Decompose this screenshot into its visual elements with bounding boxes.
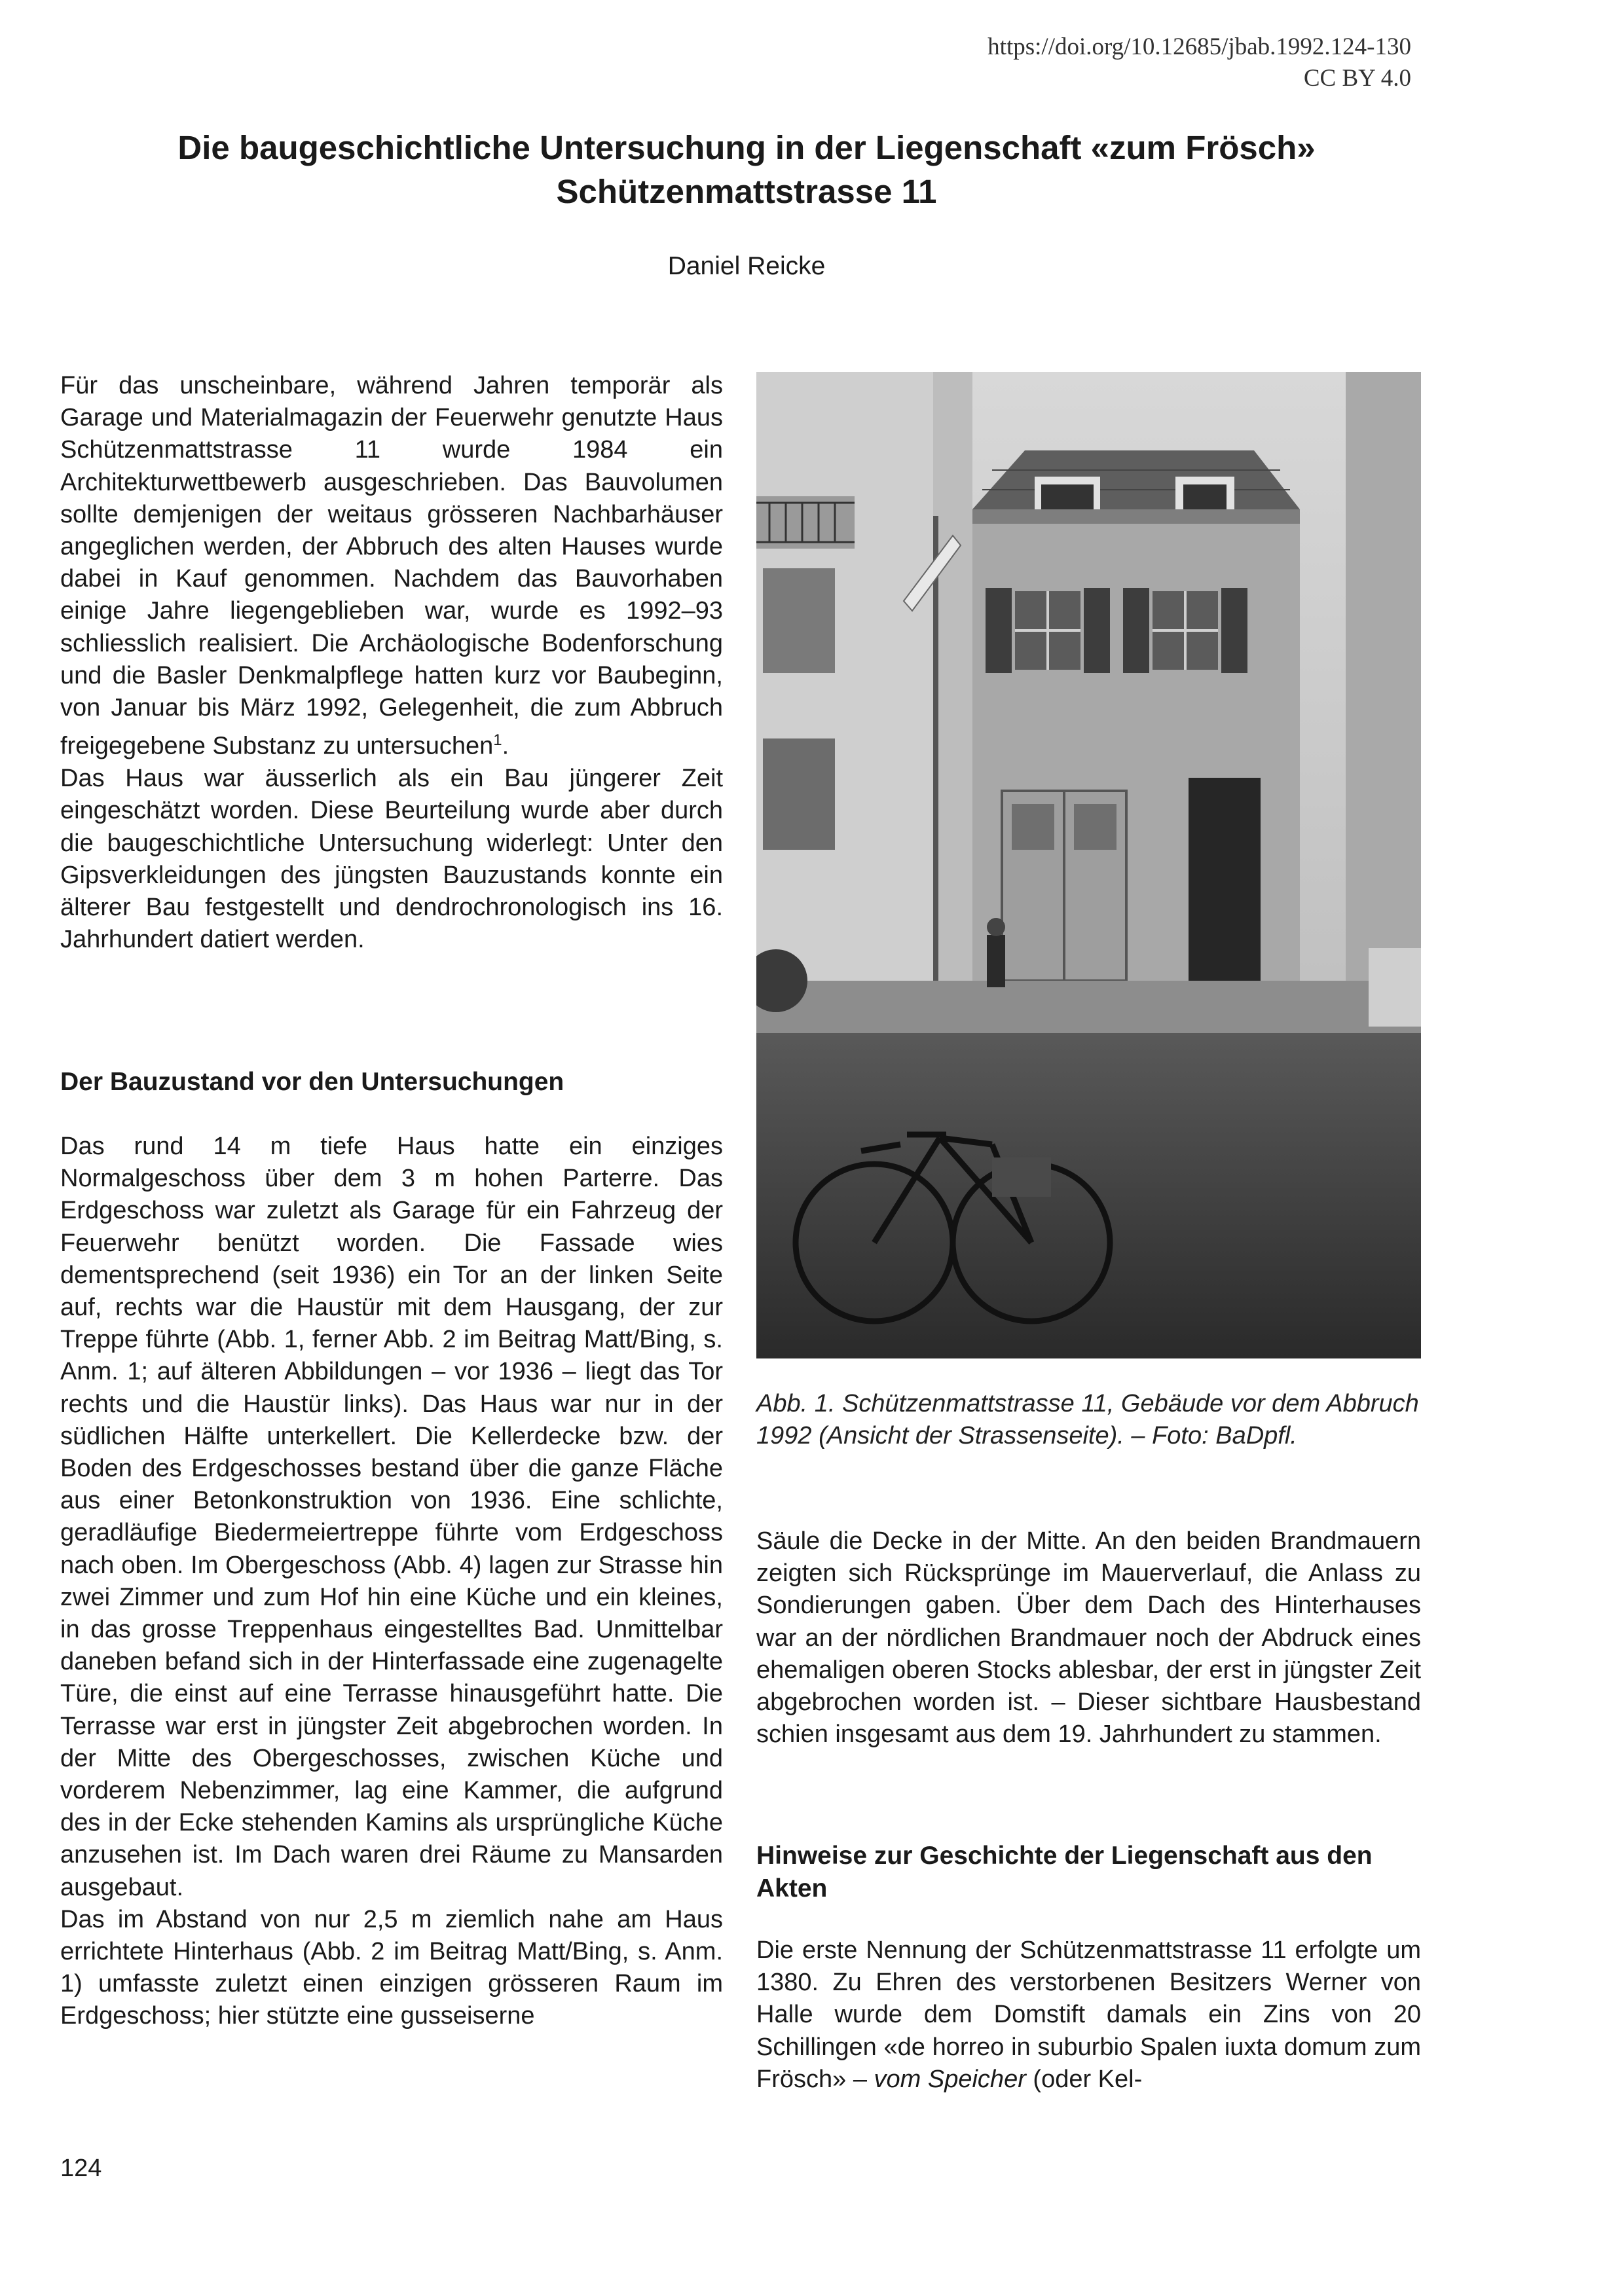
doi-link[interactable]: https://doi.org/10.12685/jbab.1992.124-130	[987, 33, 1411, 60]
footnote-marker[interactable]: 1	[493, 731, 502, 750]
figure-caption	[756, 1388, 1421, 1452]
section-1-paragraph-1: Das rund 14 m tiefe Haus hatte ein einziges Normalgeschoss über dem 3 m hohen Parterre. Das Erdgeschoss war zuletzt als Garage für ein Fahrzeug der Feuerwehr benützt worden. Die Fassade wies dementsprechend (seit 1936) ein Tor an der linken Seite auf, rechts war die Haustür mit dem Hausgang, der zur Treppe führte (Abb. 1, ferner Abb. 2 im Beitrag Matt/Bing, s. Anm. 1; auf älteren Abbildungen – vor 1936 – liegt das Tor rechts und die Haustür links). Das Haus war nur in der südlichen Hälfte unterkellert. Die Kellerdecke bzw. der Boden des Erdgeschosses bestand über die ganze Fläche aus einer Betonkonstruktion von 1936. Eine schlichte, geradläufige Biedermeiertreppe führte vom Erdgeschoss nach oben. Im Obergeschoss (Abb. 4) lagen zur Strasse hin zwei Zimmer und zum Hof hin eine Küche und ein kleines, in das grosse Treppenhaus eingestelltes Bad. Unmittelbar daneben befand sich in der Hinterfassade eine zugenagelte Türe, die einst auf eine Terrasse hinausgeführt hatte. Die Terrasse war erst in jüngster Zeit abgebrochen worden. In der Mitte des Obergeschosses, zwischen Küche und vorderem Nebenzimmer, lag eine Kammer, die aufgrund des in der Ecke stehenden Kamins als ursprüngliche Küche anzusehen ist. Im Dach waren drei Räume zu Mansarden ausgebaut.	[60, 1133, 723, 1901]
figure-photo-building	[756, 372, 1421, 1358]
intro-paragraph-1-text: Für das unscheinbare, während Jahren temporär als Garage und Materialmagazin der Feuerwehr genutzte Haus Schützenmattstrasse 11 wurde 1984 ein Architekturwettbewerb ausgeschrieben. Das Bauvolumen sollte demjenigen der weitaus grösseren Nachbarhäuser angeglichen werden, der Abbruch des alten Hauses wurde dabei in Kauf genommen. Nachdem das Bauvorhaben einige Jahre liegengeblieben war, wurde es 1992–93 schliesslich realisiert. Die Archäologische Bodenforschung und die Basler Denkmalpflege hatten kurz vor Baubeginn, von Januar bis März 1992, Gelegenheit, die zum Abbruch freigegebene Substanz zu untersuchen	[60, 372, 723, 760]
right-paragraph-2-text-b: (oder Kel-	[1025, 2065, 1143, 2093]
section-heading-bauzustand: Der Bauzustand vor den Untersuchungen	[60, 1068, 564, 1096]
intro-paragraph-1-end: .	[502, 732, 509, 760]
page-number: 124	[60, 2155, 102, 2182]
license-label: CC BY 4.0	[1303, 65, 1411, 92]
intro-column	[60, 370, 723, 956]
right-paragraph-1: Säule die Decke in der Mitte. An den beiden Brandmauern zeigten sich Rücksprünge im Mauerverlauf, die Anlass zu Sondierungen gaben. Über dem Dach des Hinterhauses war an der nördlichen Brandmauer noch der Abdruck eines ehemaligen oberen Stocks ablesbar, der erst in jüngster Zeit abgebrochen worden ist. – Dieser sichtbare Hausbestand schien insgesamt aus dem 19. Jahrhundert zu stammen.	[756, 1527, 1421, 1749]
section-1-paragraph-2: Das im Abstand von nur 2,5 m ziemlich nahe am Haus errichtete Hinterhaus (Abb. 2 im Beitrag Matt/Bing, s. Anm. 1) umfasste zuletzt einen einzigen grösseren Raum im Erdgeschoss; hier stützte eine gusseiserne	[60, 1905, 723, 2030]
section-heading-hinweise: Hinweise zur Geschichte der Liegenschaft aus den Akten	[756, 1842, 1373, 1903]
right-paragraph-2-text-a: Die erste Nennung der Schützenmattstrasse 11 erfolgte um 1380. Zu Ehren des verstorbenen Besitzers Werner von Halle wurde dem Domstift damals ein Zins von 20 Schillingen «de horreo in suburbio Spalen iuxta domum zum Frösch» –	[756, 1937, 1421, 2093]
intro-paragraph-1	[60, 370, 723, 763]
intro-paragraph-2: Das Haus war äusserlich als ein Bau jüngerer Zeit eingeschätzt worden. Diese Beurteilung wurde aber durch die baugeschichtliche Untersuchung widerlegt: Unter den Gipsverkleidungen des jüngsten Bauzustands konnte ein älterer Bau festgestellt und dendrochronologisch ins 16. Jahrhundert datiert werden.	[60, 765, 723, 954]
article-title	[65, 126, 1428, 213]
section-1-column	[60, 1131, 723, 2033]
right-paragraph-2	[756, 1935, 1421, 2096]
right-paragraph-2-italic: vom Speicher	[874, 2065, 1026, 2093]
right-column	[756, 1525, 1421, 1751]
right-column-2	[756, 1935, 1421, 2096]
caption-text: Abb. 1. Schützenmattstrasse 11, Gebäude vor dem Abbruch 1992 (Ansicht der Strassenseite). – Foto: BaDpfl.	[756, 1390, 1419, 1449]
building-photo-illustration	[756, 372, 1421, 1358]
author-name: Daniel Reicke	[667, 252, 826, 280]
doi-block	[987, 31, 1411, 94]
title-line-2: Schützenmattstrasse 11	[556, 173, 937, 210]
title-line-1: Die baugeschichtliche Untersuchung in der Liegenschaft «zum Frösch»	[177, 129, 1316, 166]
